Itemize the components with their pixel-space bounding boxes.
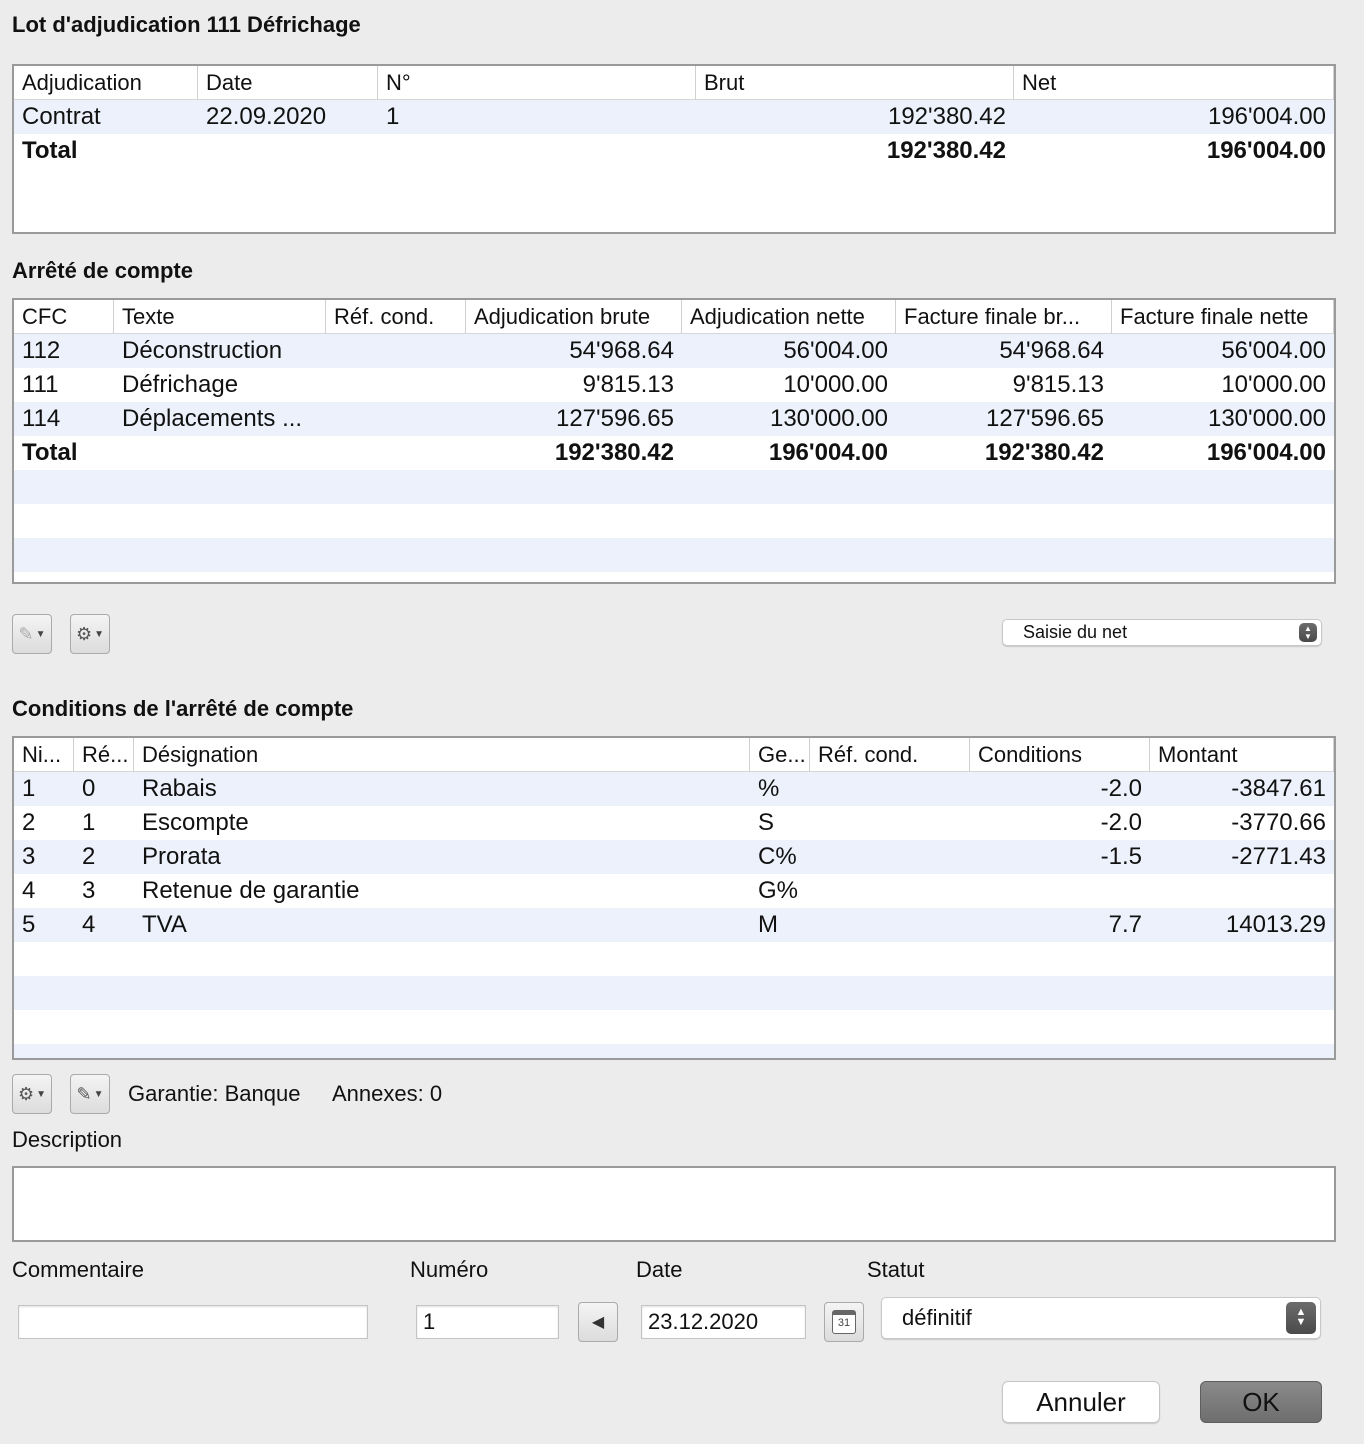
cell-facture-finale-nette: 56'004.00 — [1221, 337, 1326, 364]
cell-genre: M — [758, 911, 778, 938]
table-row[interactable] — [14, 772, 1334, 806]
cell-facture-finale-brute: 127'596.65 — [985, 405, 1104, 432]
cell-montant: 14013.29 — [1225, 911, 1326, 938]
conditions-section-title: Conditions de l'arrêté de compte — [12, 696, 354, 721]
column-header-brut[interactable]: Brut — [696, 66, 1014, 100]
cell-ref-cond — [810, 806, 970, 840]
cell-ref-cond — [326, 334, 466, 368]
statut-value: définitif — [902, 1305, 972, 1330]
cell-cfc: 111 — [22, 371, 59, 398]
updown-arrows-icon: ▲ ▼ — [1299, 623, 1317, 642]
empty-row — [14, 1044, 1334, 1060]
edit-menu-button[interactable] — [12, 614, 52, 654]
conditions-table-header — [14, 738, 1334, 772]
entry-mode-select[interactable] — [1002, 619, 1322, 646]
table-row[interactable] — [14, 402, 1334, 436]
arrete-table-header — [14, 300, 1334, 334]
previous-button[interactable] — [578, 1302, 618, 1342]
column-header-cfc[interactable]: CFC — [14, 300, 114, 334]
cell-facture-finale-brute: 54'968.64 — [999, 337, 1104, 364]
table-row[interactable] — [14, 840, 1334, 874]
total-label: Total — [22, 439, 78, 466]
calendar-icon: 31 — [832, 1310, 856, 1334]
table-row[interactable] — [14, 806, 1334, 840]
column-header-net[interactable]: Net — [1014, 66, 1334, 100]
conditions-table[interactable] — [12, 736, 1336, 1060]
pencil-icon: ✎ — [18, 623, 34, 644]
cell-reference: 3 — [82, 877, 96, 904]
empty-row — [14, 1010, 1334, 1044]
column-header-texte[interactable]: Texte — [114, 300, 326, 334]
cell-niveau: 5 — [22, 911, 36, 938]
cell-texte: Déplacements ... — [122, 405, 303, 432]
chevron-down-icon: ▼ — [93, 1088, 104, 1100]
cell-adjudication-brute: 127'596.65 — [555, 405, 674, 432]
cell-texte: Déconstruction — [122, 337, 283, 364]
cell-niveau: 3 — [22, 843, 36, 870]
cell-adjudication-brute: 54'968.64 — [569, 337, 674, 364]
total-adjudication-brute: 192'380.42 — [554, 439, 674, 466]
column-header-genre[interactable]: Ge... — [750, 738, 810, 772]
column-header-montant[interactable]: Montant — [1150, 738, 1334, 772]
entry-mode-value: Saisie du net — [1023, 622, 1128, 642]
cell-designation: Rabais — [142, 775, 217, 802]
adjudication-table[interactable] — [12, 64, 1336, 234]
total-adjudication-nette: 196'004.00 — [768, 439, 888, 466]
updown-arrows-icon: ▲ ▼ — [1286, 1302, 1316, 1334]
cell-conditions: -2.0 — [1100, 809, 1142, 836]
cell-montant — [1150, 874, 1334, 908]
cell-ref-cond — [326, 368, 466, 402]
ok-button[interactable]: OK — [1200, 1381, 1322, 1423]
cell-ref-cond — [810, 772, 970, 806]
numero-label: Numéro — [410, 1257, 489, 1282]
statut-select[interactable] — [881, 1297, 1321, 1339]
cell-facture-finale-nette: 130'000.00 — [1207, 405, 1326, 432]
cell-adjudication-brute: 9'815.13 — [582, 371, 674, 398]
empty-row — [14, 538, 1334, 572]
cell-montant: -3847.61 — [1231, 775, 1326, 802]
cell-conditions — [970, 874, 1150, 908]
total-label: Total — [22, 137, 78, 164]
cell-adjudication-nette: 56'004.00 — [783, 337, 888, 364]
cell-genre: C% — [758, 843, 797, 870]
column-header-adjudication-nette[interactable]: Adjudication nette — [682, 300, 896, 334]
cell-reference: 0 — [82, 775, 96, 802]
column-header-reference[interactable]: Ré... — [74, 738, 134, 772]
cell-brut: 192'380.42 — [887, 103, 1006, 130]
garantie-label: Garantie: Banque — [128, 1081, 301, 1106]
cell-montant: -2771.43 — [1231, 843, 1326, 870]
cell-ref-cond — [810, 874, 970, 908]
description-field[interactable] — [12, 1166, 1336, 1242]
column-header-designation[interactable]: Désignation — [134, 738, 750, 772]
actions-menu-button[interactable] — [70, 614, 110, 654]
cell-ref-cond — [810, 840, 970, 874]
description-label: Description — [12, 1127, 123, 1152]
cell-conditions: 7.7 — [1108, 911, 1142, 938]
cell-net: 196'004.00 — [1207, 103, 1326, 130]
cell-reference: 4 — [82, 911, 96, 938]
statut-label: Statut — [867, 1257, 925, 1282]
column-header-adjudication[interactable]: Adjudication — [14, 66, 198, 100]
table-row[interactable] — [14, 908, 1334, 942]
cell-designation: TVA — [142, 911, 187, 938]
conditions-edit-button[interactable] — [70, 1074, 110, 1114]
gear-icon: ⚙ — [75, 623, 93, 644]
cell-ref-cond — [810, 908, 970, 942]
empty-row — [14, 976, 1334, 1010]
cell-cfc: 112 — [22, 337, 61, 364]
total-brut: 192'380.42 — [886, 137, 1006, 164]
cell-genre: G% — [758, 877, 799, 904]
pencil-icon: ✎ — [76, 1083, 92, 1104]
empty-row — [14, 942, 1334, 976]
commentaire-input[interactable] — [18, 1305, 368, 1339]
arrete-section-title: Arrêté de compte — [12, 258, 193, 283]
cell-texte: Défrichage — [122, 371, 239, 398]
column-header-conditions[interactable]: Conditions — [970, 738, 1150, 772]
cell-conditions: -2.0 — [1100, 775, 1142, 802]
annexes-label: Annexes: 0 — [332, 1081, 443, 1106]
chevron-down-icon: ▼ — [35, 628, 46, 640]
total-facture-finale-nette: 196'004.00 — [1206, 439, 1326, 466]
column-header-facture-finale-brute[interactable]: Facture finale br... — [896, 300, 1112, 334]
adjudication-table-header — [14, 66, 1334, 100]
calendar-button[interactable] — [824, 1302, 864, 1342]
cell-niveau: 2 — [22, 809, 36, 836]
table-row[interactable] — [14, 100, 1334, 134]
arrete-table[interactable] — [12, 298, 1336, 584]
cell-reference: 1 — [82, 809, 96, 836]
total-row — [14, 134, 1334, 168]
cell-ref-cond — [326, 402, 466, 436]
empty-row — [14, 470, 1334, 504]
cell-date: 22.09.2020 — [206, 103, 327, 130]
total-row — [14, 436, 1334, 470]
cancel-button[interactable]: Annuler — [1002, 1381, 1160, 1423]
total-facture-finale-brute: 192'380.42 — [984, 439, 1104, 466]
cell-genre: % — [758, 775, 780, 802]
cell-numero: 1 — [386, 103, 400, 130]
column-header-niveau[interactable]: Ni... — [14, 738, 74, 772]
total-net: 196'004.00 — [1206, 137, 1326, 164]
cell-facture-finale-nette: 10'000.00 — [1221, 371, 1326, 398]
table-row[interactable] — [14, 368, 1334, 402]
cell-designation: Prorata — [142, 843, 221, 870]
cell-adjudication: Contrat — [22, 103, 101, 130]
table-row[interactable] — [14, 874, 1334, 908]
chevron-down-icon: ▼ — [94, 628, 105, 640]
cell-facture-finale-brute: 9'815.13 — [1012, 371, 1104, 398]
column-header-ref-cond[interactable]: Réf. cond. — [810, 738, 970, 772]
column-header-numero[interactable]: N° — [378, 66, 696, 100]
column-header-ref-cond[interactable]: Réf. cond. — [326, 300, 466, 334]
cell-designation: Retenue de garantie — [142, 877, 360, 904]
dialog-title: Lot d'adjudication 111 Défrichage — [12, 12, 361, 37]
empty-row — [14, 504, 1334, 538]
date-input[interactable]: 23.12.2020 — [641, 1305, 806, 1339]
triangle-left-icon: ◀ — [591, 1314, 605, 1331]
cell-adjudication-nette: 130'000.00 — [769, 405, 888, 432]
commentaire-label: Commentaire — [12, 1257, 145, 1282]
cell-niveau: 4 — [22, 877, 36, 904]
column-header-date[interactable]: Date — [198, 66, 378, 100]
cell-niveau: 1 — [22, 775, 36, 802]
cell-genre: S — [758, 809, 775, 836]
cell-designation: Escompte — [142, 809, 249, 836]
gear-icon: ⚙ — [17, 1083, 35, 1104]
table-row[interactable] — [14, 334, 1334, 368]
cell-reference: 2 — [82, 843, 96, 870]
conditions-actions-button[interactable] — [12, 1074, 52, 1114]
cell-cfc: 114 — [22, 405, 61, 432]
column-header-adjudication-brute[interactable]: Adjudication brute — [466, 300, 682, 334]
date-label: Date — [636, 1257, 683, 1282]
chevron-down-icon: ▼ — [36, 1088, 47, 1100]
cell-montant: -3770.66 — [1231, 809, 1326, 836]
numero-input[interactable]: 1 — [416, 1305, 559, 1339]
column-header-facture-finale-nette[interactable]: Facture finale nette — [1112, 300, 1334, 334]
cell-conditions: -1.5 — [1100, 843, 1142, 870]
cell-adjudication-nette: 10'000.00 — [783, 371, 888, 398]
